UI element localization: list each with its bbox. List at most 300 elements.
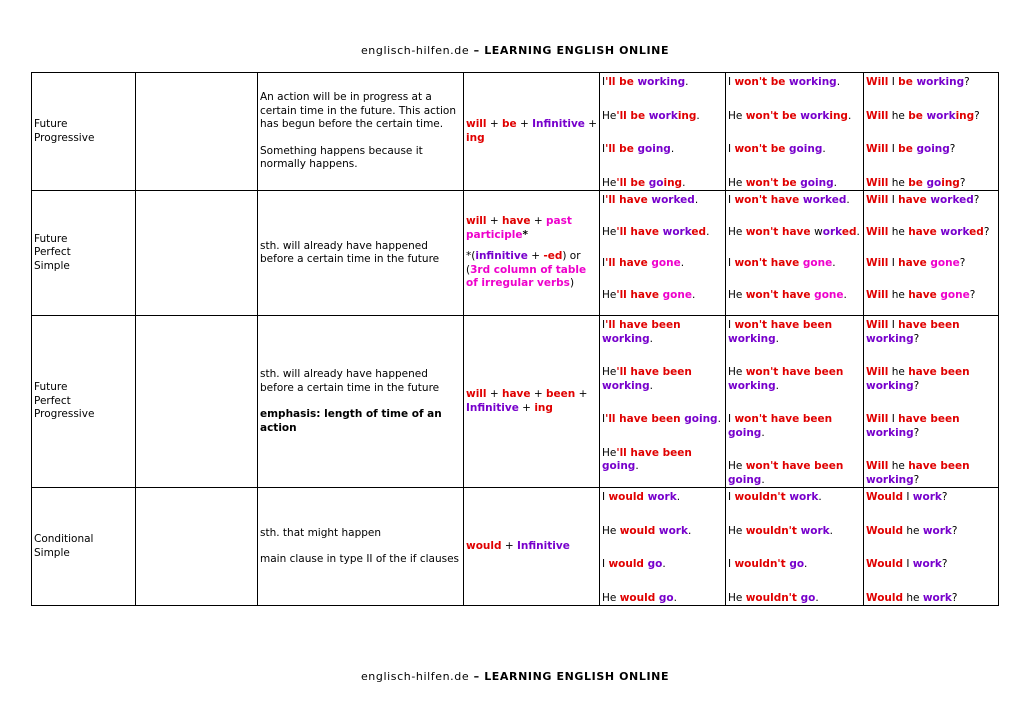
description-line: sth. will already have happened before a certain time in the future (260, 239, 440, 265)
example-sentence (866, 457, 998, 487)
text-run: ? (959, 176, 966, 189)
text-run: be (908, 109, 927, 122)
description (258, 316, 464, 488)
description-line: sth. that might happen (260, 526, 382, 539)
example-sentence (728, 191, 863, 208)
example-sentence (866, 140, 998, 157)
empty-cell (136, 488, 258, 606)
text-run: He (728, 109, 746, 122)
text-run: would (619, 591, 659, 604)
tense-name: Future Perfect Simple (32, 191, 136, 316)
example-sentence (728, 522, 863, 539)
form-rule (464, 73, 600, 191)
text-run: wouldn't (745, 591, 801, 604)
text-run: go (789, 558, 805, 570)
text-run: ? (983, 225, 990, 238)
text-run: . (761, 473, 765, 486)
text-run: he (888, 176, 909, 189)
text-run: won't have been (745, 366, 844, 378)
text-run: ? (913, 379, 920, 392)
text-run: ing (534, 401, 553, 414)
form-rule (464, 316, 600, 488)
text-run: He (602, 591, 620, 604)
text-run: + (516, 118, 533, 130)
text-run: work (648, 109, 678, 122)
text-run: ? (913, 473, 920, 486)
example-sentence (866, 286, 998, 303)
text-run: Will (866, 76, 889, 88)
text-run: I (888, 143, 899, 155)
text-run: working (602, 379, 650, 392)
text-run: He (728, 460, 746, 472)
text-run: Will (866, 257, 889, 269)
question-examples (864, 316, 999, 488)
text-run: I (888, 257, 899, 269)
text-run: won't have (734, 194, 803, 206)
tense-name: Future Perfect Progressive (32, 316, 136, 488)
text-run: ing (663, 176, 683, 189)
text-run: + (486, 215, 502, 228)
site-name: englisch-hilfen.de (360, 44, 470, 57)
text-run: . (836, 76, 841, 88)
text-run: go (926, 176, 942, 189)
example-sentence (866, 555, 998, 572)
text-run: ? (964, 76, 970, 88)
text-run: gone (940, 288, 970, 301)
text-run: won't have been (734, 413, 833, 425)
text-run: . (680, 257, 685, 269)
text-run: ? (941, 491, 948, 503)
text-run: wouldn't (734, 491, 790, 503)
text-run: He (728, 366, 746, 378)
example-sentence (728, 140, 863, 157)
text-run: have (898, 257, 931, 269)
text-run: I (602, 319, 606, 331)
text-run: work (940, 225, 970, 238)
negative-examples (726, 191, 864, 316)
text-run: worked (802, 194, 847, 206)
text-run: work (912, 491, 942, 503)
text-run: going (602, 460, 636, 472)
text-run: won't have (734, 257, 803, 269)
text-run: 'll have (605, 257, 652, 269)
text-run: . (815, 591, 819, 604)
text-run: . (775, 379, 780, 392)
text-run: would (619, 524, 659, 537)
text-run: working (866, 332, 914, 345)
text-run: 'll have been (616, 366, 692, 378)
text-run: work (912, 558, 942, 570)
example-sentence (728, 73, 863, 90)
text-run: work (922, 524, 952, 537)
text-run: + (530, 388, 546, 400)
text-run: + (486, 388, 502, 400)
text-run: + (518, 401, 535, 414)
text-run: be (501, 118, 517, 130)
text-run: going (728, 426, 762, 439)
form-line (466, 118, 599, 145)
example-sentence (866, 589, 998, 606)
text-run: ? (913, 332, 920, 345)
text-run: working (728, 332, 776, 345)
text-run: I (728, 413, 735, 425)
text-run: going (789, 143, 823, 155)
text-run: have (501, 215, 531, 228)
text-run: he (888, 225, 909, 238)
text-run: gone (814, 288, 844, 301)
text-run: working (916, 76, 965, 88)
example-sentence (728, 174, 863, 191)
description-line: sth. will already have happened before a certain time in the future (260, 368, 440, 394)
text-run: He (728, 591, 746, 604)
text-run: ? (959, 257, 966, 269)
text-run: will (466, 118, 487, 130)
text-run: He (602, 225, 617, 238)
text-run: be (898, 143, 917, 155)
text-run: work (800, 524, 830, 537)
description (258, 488, 464, 606)
text-run: . (682, 176, 686, 189)
text-run: . (717, 413, 721, 425)
text-run: have been (908, 460, 970, 472)
text-run: wouldn't (745, 524, 801, 537)
text-run: Will (866, 319, 889, 331)
text-run: . (687, 524, 692, 537)
text-run: ork (822, 225, 842, 238)
text-run: he (888, 366, 909, 378)
text-run: ? (969, 288, 976, 301)
text-run: go (648, 176, 664, 189)
example-sentence (728, 254, 863, 271)
text-run: . (635, 460, 639, 472)
question-examples (864, 488, 999, 606)
text-run: Will (866, 460, 889, 472)
example-sentence (602, 410, 725, 427)
text-run: wouldn't (734, 558, 790, 570)
text-run: ? (973, 194, 980, 206)
text-run: Would (866, 558, 904, 570)
text-run: . (856, 225, 860, 238)
text-run: would (608, 491, 648, 503)
text-run: won't be (734, 76, 790, 88)
text-run: work (922, 591, 952, 604)
text-run: . (761, 426, 765, 439)
text-run: He (728, 524, 746, 537)
text-run: . (822, 143, 826, 155)
text-run: won't have been (745, 460, 844, 472)
text-run: working (637, 76, 686, 88)
text-run: Will (866, 143, 889, 155)
text-run: . (649, 332, 654, 345)
text-run: . (804, 558, 808, 570)
text-run: 'll have been (605, 413, 685, 425)
example-sentence (866, 522, 998, 539)
text-run: have been (908, 366, 970, 378)
example-sentence (602, 363, 725, 393)
text-run: He (728, 288, 746, 301)
example-sentence (602, 555, 725, 572)
tense-row (32, 316, 999, 488)
text-run: I (903, 558, 913, 570)
text-run: I (888, 319, 899, 331)
text-run: . (846, 194, 850, 206)
example-sentence (602, 73, 725, 90)
footer-site-name: englisch-hilfen.de (360, 670, 470, 683)
text-run: gone (662, 288, 692, 301)
text-run: going (728, 473, 762, 486)
text-run: . (706, 225, 710, 238)
header-tagline: LEARNING ENGLISH ONLINE (484, 44, 670, 57)
text-run: going (800, 176, 834, 189)
form-rule (464, 191, 600, 316)
text-run: have (501, 388, 531, 400)
text-run: I (602, 194, 606, 206)
text-run: won't have (745, 288, 815, 301)
text-run: 'll have (605, 194, 652, 206)
affirmative-examples (600, 488, 726, 606)
text-run: working (728, 379, 776, 392)
example-sentence (602, 286, 725, 303)
text-run: ing (941, 176, 960, 189)
text-run: will (466, 388, 487, 400)
text-run: be (898, 76, 917, 88)
negative-examples (726, 316, 864, 488)
text-run: gone (930, 257, 960, 269)
tense-row (32, 488, 999, 606)
text-run: working (789, 76, 837, 88)
text-run: going (916, 143, 950, 155)
example-sentence (602, 191, 725, 208)
text-run: He (602, 524, 620, 537)
text-run: . (676, 491, 681, 503)
text-run: I (602, 491, 609, 503)
text-run: won't have (745, 225, 815, 238)
text-run: work (658, 524, 688, 537)
text-run: I (888, 413, 899, 425)
text-run: ) or ( (466, 250, 581, 276)
text-run: ? (913, 426, 920, 439)
text-run: won't be (734, 143, 790, 155)
text-run: w (814, 225, 823, 238)
text-run: working (866, 426, 914, 439)
text-run: won't be (745, 176, 801, 189)
text-run: 'll have been (616, 446, 692, 459)
description-line: emphasis: length of time of an action (260, 408, 442, 434)
text-run: I (728, 319, 735, 331)
text-run: go (800, 591, 816, 604)
text-run: -ed (543, 250, 563, 263)
text-run: + (486, 118, 502, 130)
example-sentence (602, 589, 725, 606)
text-run: ed (841, 225, 857, 238)
text-run: . (818, 491, 822, 503)
text-run: Would (866, 524, 904, 537)
example-sentence (728, 316, 863, 346)
text-run: Will (866, 194, 889, 206)
text-run: He (602, 176, 617, 189)
text-run: gone (802, 257, 833, 269)
question-examples (864, 191, 999, 316)
text-run: he (903, 524, 923, 537)
text-run: He (602, 446, 617, 459)
example-sentence (728, 286, 863, 303)
text-run: . (775, 332, 780, 345)
text-run: I (728, 76, 735, 88)
description-line: main clause in type II of the if clauses (260, 553, 460, 565)
example-sentence (728, 488, 863, 505)
text-run: . (691, 288, 696, 301)
description-line: Something happens because it normally happens. (260, 144, 423, 171)
empty-cell (136, 316, 258, 488)
text-run: won't be (745, 109, 801, 122)
text-run: . (833, 176, 837, 189)
text-run: ? (974, 109, 980, 122)
text-run: 'll be (616, 109, 649, 122)
text-run: Infinitive (532, 118, 585, 130)
text-run: . (832, 257, 836, 269)
text-run: infinitive (475, 250, 528, 263)
text-run: Would (866, 491, 904, 503)
text-run: He (602, 109, 617, 122)
text-run: I (602, 257, 606, 269)
example-sentence (728, 410, 863, 440)
text-run: go (658, 591, 674, 604)
text-run: Would (866, 591, 904, 604)
negative-examples (726, 73, 864, 191)
text-run: . (843, 288, 847, 301)
example-sentence (728, 555, 863, 572)
text-run: have (908, 225, 941, 238)
header-separator: – (469, 44, 485, 57)
text-run: will (466, 215, 487, 228)
text-run: He (602, 366, 617, 378)
text-run: work (647, 491, 677, 503)
text-run: have been (898, 413, 960, 425)
example-sentence (866, 410, 998, 440)
form-line (466, 388, 599, 415)
example-sentence (866, 73, 998, 90)
example-sentence (866, 174, 998, 191)
example-sentence (728, 457, 863, 487)
example-sentence (602, 444, 725, 474)
footer-tagline: LEARNING ENGLISH ONLINE (484, 670, 670, 683)
text-run: 'll have been (605, 319, 681, 331)
page-header (0, 44, 1030, 57)
text-run: would (608, 558, 648, 570)
tense-name: Future Progressive (32, 73, 136, 191)
example-sentence (602, 174, 725, 191)
text-run: past participle (466, 215, 572, 241)
footer-separator: – (469, 670, 485, 683)
text-run: I (888, 194, 899, 206)
tense-row (32, 73, 999, 191)
text-run: ? (941, 558, 948, 570)
empty-cell (136, 73, 258, 191)
example-sentence (866, 254, 998, 271)
text-run: I (903, 491, 913, 503)
text-run: Will (866, 413, 889, 425)
example-sentence (866, 223, 998, 240)
example-sentence (602, 254, 725, 271)
text-run: won't have been (734, 319, 833, 331)
text-run: 'll have (616, 288, 663, 301)
empty-cell (136, 191, 258, 316)
form-line (466, 215, 599, 242)
text-run: 'll be (605, 143, 638, 155)
text-run: I (602, 76, 606, 88)
text-run: 3rd column of table of irregular verbs (466, 263, 587, 290)
text-run: Will (866, 176, 889, 189)
example-sentence (728, 107, 863, 124)
tense-table (31, 72, 999, 606)
text-run: gone (651, 257, 681, 269)
text-run: ? (949, 143, 956, 155)
text-run: + (575, 388, 588, 400)
text-run: 'll be (605, 76, 638, 88)
example-sentence (866, 107, 998, 124)
text-run: he (903, 591, 923, 604)
affirmative-examples (600, 191, 726, 316)
text-run: Will (866, 288, 889, 301)
example-sentence (866, 316, 998, 346)
example-sentence (728, 589, 863, 606)
example-sentence (728, 363, 863, 393)
text-run: I (728, 143, 735, 155)
text-run: + (584, 118, 598, 130)
text-run: he (888, 460, 909, 472)
description (258, 191, 464, 316)
example-sentence (866, 488, 998, 505)
text-run: he (888, 288, 909, 301)
text-run: work (800, 109, 830, 122)
text-run: be (908, 176, 927, 189)
text-run: Will (866, 225, 889, 238)
text-run: + (530, 215, 546, 228)
form-line (466, 540, 599, 554)
text-run: . (670, 143, 675, 155)
example-sentence (728, 223, 863, 240)
affirmative-examples (600, 316, 726, 488)
text-run: I (602, 413, 606, 425)
page-footer (0, 670, 1030, 683)
form-rule (464, 488, 600, 606)
text-run: worked (651, 194, 695, 206)
tense-row (32, 191, 999, 316)
text-run: . (685, 76, 689, 88)
text-run: work (662, 225, 692, 238)
text-run: ed (691, 225, 707, 238)
text-run: work (926, 109, 956, 122)
text-run: going (637, 143, 671, 155)
text-run: working (866, 473, 914, 486)
example-sentence (602, 316, 725, 346)
text-run: working (602, 332, 650, 345)
text-run: been (546, 388, 576, 400)
text-run: have (908, 288, 941, 301)
text-run: I (728, 558, 735, 570)
example-sentence (602, 223, 725, 240)
text-run: Infinitive (466, 401, 519, 414)
text-run: . (662, 558, 666, 570)
text-run: Will (866, 366, 889, 378)
example-sentence (602, 140, 725, 157)
text-run: He (602, 288, 617, 301)
text-run: 'll be (616, 176, 649, 189)
text-run: . (847, 109, 852, 122)
affirmative-examples (600, 73, 726, 191)
text-run: working (866, 379, 914, 392)
text-run: * (522, 228, 528, 241)
